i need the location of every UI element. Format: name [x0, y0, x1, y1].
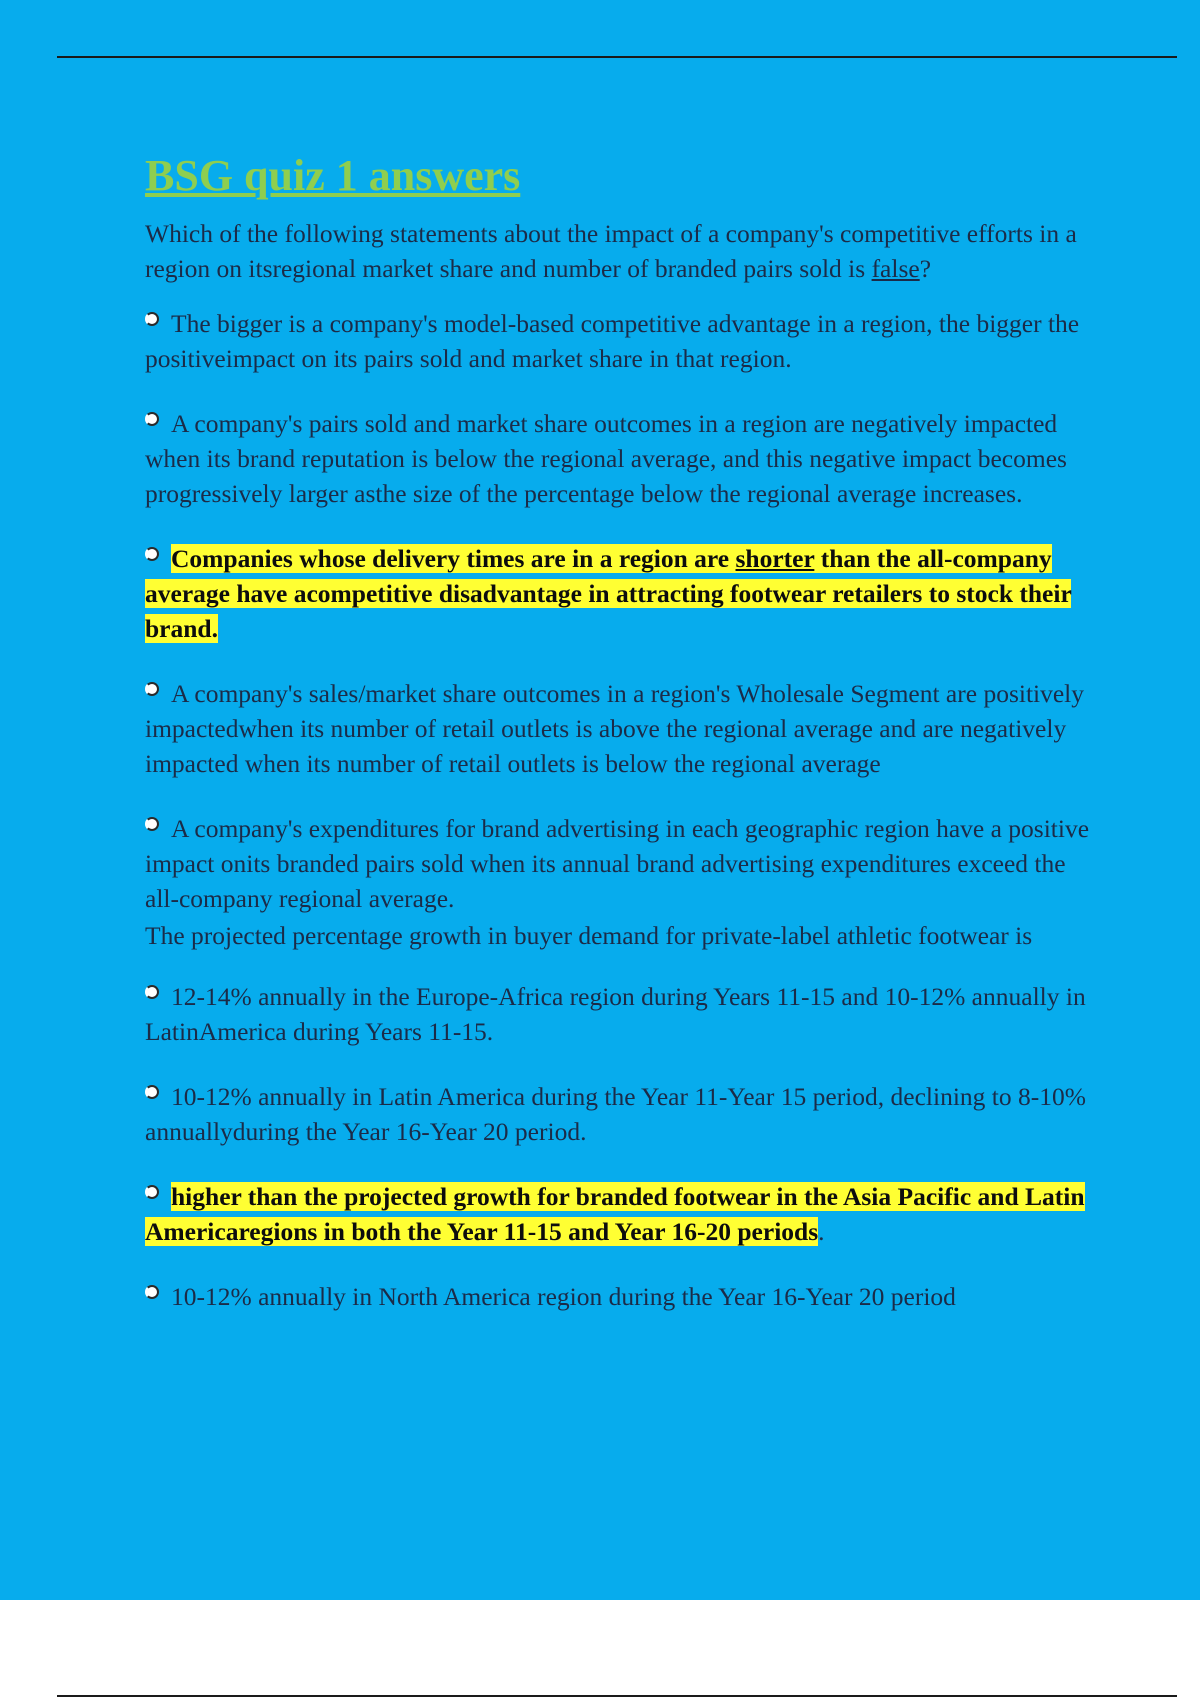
- q2-option-3[interactable]: 10-12% annually in North America region during the Year 16-Year 20 period: [145, 1279, 1100, 1314]
- radio-icon[interactable]: [145, 1085, 159, 1099]
- question-1: [145, 216, 1100, 286]
- document-body: [145, 150, 1100, 1344]
- q1-option-answer[interactable]: [145, 541, 1100, 646]
- highlighted-answer: Companies whose delivery times are in a region are shorter than the all-company average have acompetitive disadvantage in attracting footwear retailers to stock their brand.: [145, 544, 1072, 643]
- radio-icon[interactable]: [145, 817, 159, 831]
- question-1-text: Which of the following statements about the impact of a company's competitive efforts in a region on itsregional market share and number of branded pairs sold is: [145, 219, 1077, 283]
- radio-icon[interactable]: [145, 682, 159, 696]
- q2-option-1[interactable]: 12-14% annually in the Europe-Africa region during Years 11-15 and 10-12% annually in LatinAmerica during Years 11-15.: [145, 982, 1086, 1046]
- q1-option-4[interactable]: A company's expenditures for brand advertising in each geographic region have a positive impact onits branded pairs sold when its annual brand advertising expenditures exceed the all-company regional average.: [145, 814, 1090, 913]
- q2-option-answer[interactable]: higher than the projected growth for branded footwear in the Asia Pacific and Latin Americaregions in both the Year 11-15 and Year 16-20 periods.: [145, 1182, 1085, 1246]
- radio-icon[interactable]: [145, 985, 159, 999]
- question-1-end: ?: [919, 254, 932, 283]
- page-title: BSG quiz 1 answers: [145, 151, 521, 200]
- q1-option-1[interactable]: The bigger is a company's model-based competitive advantage in a region, the bigger the positiveimpact on its pairs sold and market share in that region.: [145, 309, 1080, 373]
- radio-icon[interactable]: [145, 1285, 159, 1299]
- q1-option-2[interactable]: A company's pairs sold and market share outcomes in a region are negatively impacted when its brand reputation is below the regional average, and this negative impact becomes progressively larger asthe size of the percentage below the regional average increases.: [145, 409, 1067, 508]
- radio-icon[interactable]: [145, 1185, 159, 1199]
- radio-icon[interactable]: [145, 547, 159, 561]
- question-2: The projected percentage growth in buyer demand for private-label athletic footwear is: [145, 921, 1033, 950]
- question-1-emphasis: false: [871, 254, 920, 283]
- q2-option-2[interactable]: 10-12% annually in Latin America during the Year 11-Year 15 period, declining to 8-10% annuallyduring the Year 16-Year 20 period.: [145, 1082, 1086, 1146]
- q1-option-3[interactable]: A company's sales/market share outcomes in a region's Wholesale Segment are positively impactedwhen its number of retail outlets is above the regional average and are negatively impacted when its number of retail outlets is below the regional average: [145, 679, 1085, 778]
- top-rule: [57, 56, 1177, 58]
- highlighted-answer: higher than the projected growth for branded footwear in the Asia Pacific and Latin Americaregions in both the Year 11-15 and Year 16-20 periods: [145, 1182, 1085, 1246]
- radio-icon[interactable]: [145, 412, 159, 426]
- radio-icon[interactable]: [145, 312, 159, 326]
- bottom-rule: [57, 1695, 1177, 1697]
